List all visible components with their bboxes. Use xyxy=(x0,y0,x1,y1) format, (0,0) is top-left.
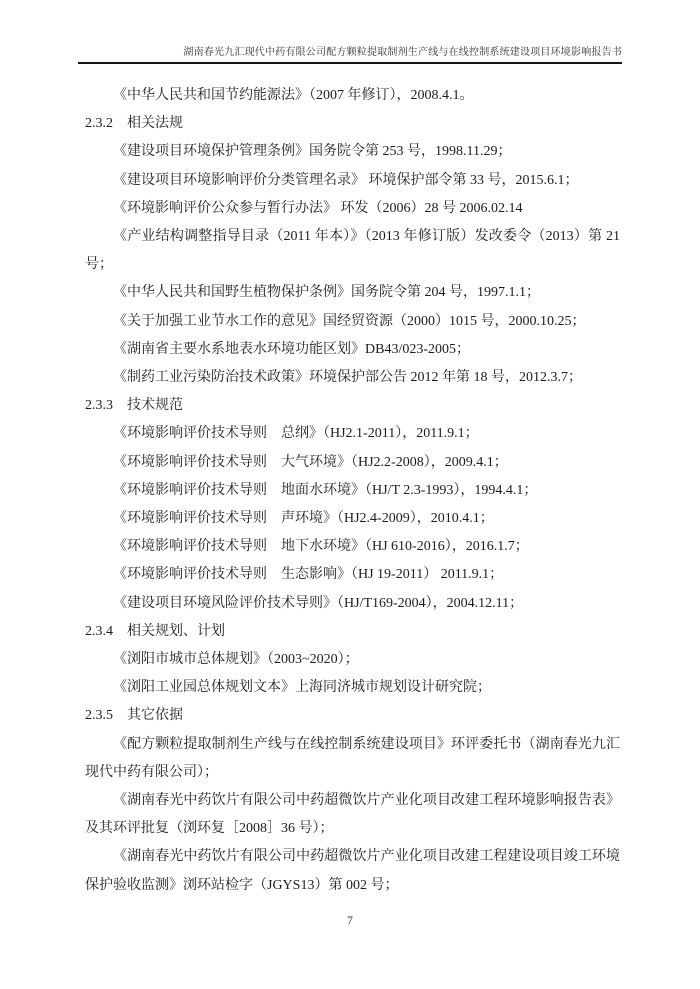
body-paragraph: 《制药工业污染防治技术政策》环境保护部公告 2012 年第 18 号，2012.3.7； xyxy=(113,370,582,386)
section-heading: 2.3.3 技术规范 xyxy=(85,398,183,414)
section-heading: 2.3.4 相关规划、计划 xyxy=(85,623,225,639)
body-paragraph: 《中华人民共和国节约能源法》（2007 年修订），2008.4.1。 xyxy=(113,88,474,103)
body-paragraph: 《环境影响评价技术导则 大气环境》（HJ2.2-2008），2009.4.1； xyxy=(113,454,508,470)
body-paragraph: 《环境影响评价技术导则 生态影响》（HJ 19-2011） 2011.9.1； xyxy=(113,567,504,583)
body-paragraph: 《环境影响评价公众参与暂行办法》 环发（2006）28 号 2006.02.14 xyxy=(113,200,523,216)
section-heading: 2.3.5 其它依据 xyxy=(85,708,183,724)
body-paragraph: 《建设项目环境影响评价分类管理名录》 环境保护部令第 33 号，2015.6.1； xyxy=(113,172,579,188)
body-paragraph: 《湖南春光中药饮片有限公司中药超微饮片产业化项目改建工程建设项目竣工环境保护验收监测》浏环站检字（JGYS13）第 002 号； xyxy=(85,849,620,893)
header-running-title: 湖南春光九汇现代中药有限公司配方颗粒提取制剂生产线与在线控制系统建设项目环境影响报告书 xyxy=(183,47,622,58)
document-body xyxy=(85,82,620,900)
header-rule xyxy=(78,62,622,64)
page-header xyxy=(78,0,622,64)
section-heading: 2.3.2 相关法规 xyxy=(85,116,183,132)
body-paragraph: 《浏阳市城市总体规划》（2003~2020）； xyxy=(113,652,359,668)
body-paragraph: 《建设项目环境风险评价技术导则》（HJ/T169-2004），2004.12.11； xyxy=(113,595,524,611)
page-footer xyxy=(0,911,700,930)
body-paragraph: 《浏阳工业园总体规划文本》上海同济城市规划设计研究院； xyxy=(113,680,491,696)
body-paragraph: 《关于加强工业节水工作的意见》国经贸资源（2000）1015 号，2000.10.25； xyxy=(113,313,586,329)
body-paragraph: 《环境影响评价技术导则 总纲》（HJ2.1-2011），2011.9.1； xyxy=(113,426,479,442)
body-paragraph: 《环境影响评价技术导则 地面水环境》（HJ/T 2.3-1993），1994.4.1； xyxy=(113,482,538,498)
body-paragraph: 《环境影响评价技术导则 声环境》（HJ2.4-2009），2010.4.1； xyxy=(113,511,494,527)
body-paragraph: 《中华人民共和国野生植物保护条例》国务院令第 204 号，1997.1.1； xyxy=(113,285,540,301)
body-paragraph: 《建设项目环境保护管理条例》国务院令第 253 号，1998.11.29； xyxy=(113,144,512,160)
body-paragraph: 《湖南春光中药饮片有限公司中药超微饮片产业化项目改建工程环境影响报告表》及其环评批复（浏环复［2008］36 号）； xyxy=(85,793,620,837)
body-paragraph: 《环境影响评价技术导则 地下水环境》（HJ 610-2016），2016.1.7； xyxy=(113,539,529,555)
body-paragraph: 《配方颗粒提取制剂生产线与在线控制系统建设项目》环评委托书（湖南春光九汇现代中药有限公司）； xyxy=(85,736,620,780)
body-paragraph: 《湖南省主要水系地表水环境功能区划》DB43/023-2005； xyxy=(113,341,470,357)
page-number: 7 xyxy=(347,915,353,927)
body-paragraph: 《产业结构调整指导目录（2011 年本）》（2013 年修订版）发改委令（2013）第 21 号； xyxy=(85,229,620,273)
